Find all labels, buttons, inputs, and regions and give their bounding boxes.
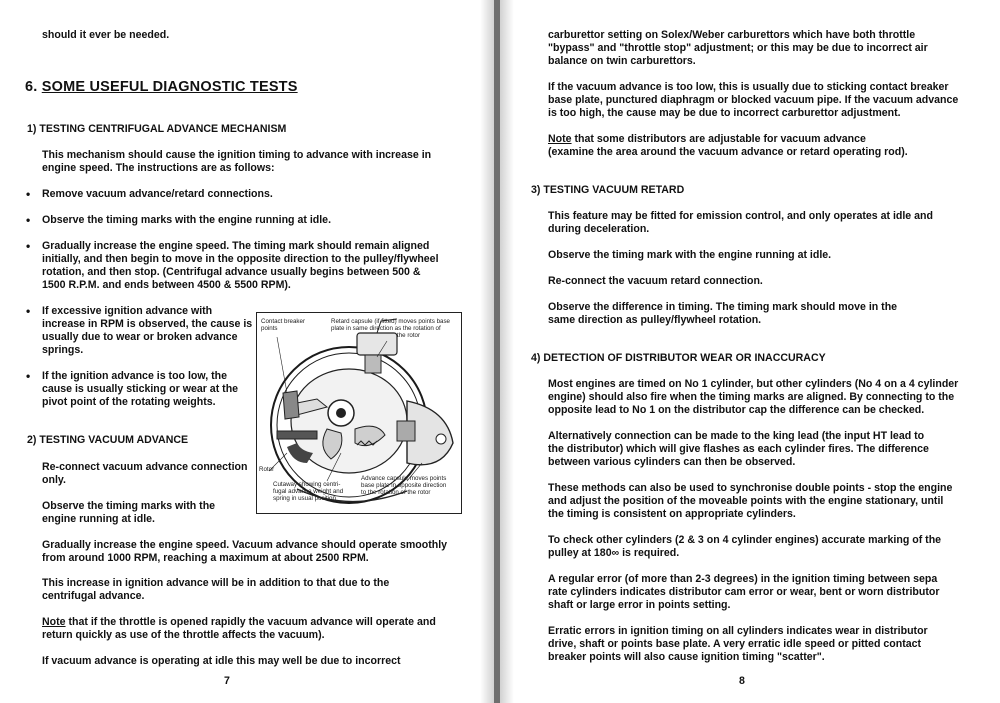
page-number: 8 <box>739 675 745 687</box>
section4-paragraph: Alternatively connection can be made to the king lead (the input HT lead to the distributor) which will give flashes as each cylinder fires. The difference between various cylinders can then be observed. <box>548 430 929 468</box>
left-page <box>0 0 494 703</box>
section2-paragraph: If vacuum advance is operating at idle this may well be due to incorrect <box>42 655 401 667</box>
section2-note-paragraph: Note that if the throttle is opened rapidly the vacuum advance will operate and return quickly as use of the throttle affects the vacuum). <box>42 616 436 641</box>
note-word: Note <box>548 133 572 145</box>
section3-paragraph: Observe the timing mark with the engine running at idle. <box>548 249 832 261</box>
section3-title: 3) TESTING VACUUM RETARD <box>531 184 685 196</box>
section2-paragraph: This increase in ignition advance will be in addition to that due to the centrifugal advance. <box>42 577 390 602</box>
section2-title: 2) TESTING VACUUM ADVANCE <box>27 434 189 446</box>
section4-paragraph: Erratic errors in ignition timing on all cylinders indicates wear in distributor drive, shaft or points base plate. A very erratic idle speed or pitted contact breaker points will also cause ignition timing "scatter". <box>548 625 928 663</box>
right-page <box>500 0 1000 703</box>
section4-paragraph: These methods can also be used to synchronise double points - stop the engine and adjust the position of the moveable points with the engine stationary, until the timing is consistent on appropriate cylinders. <box>548 482 953 520</box>
heading-text: SOME USEFUL DIAGNOSTIC TESTS <box>41 79 298 95</box>
section4-title: 4) DETECTION OF DISTRIBUTOR WEAR OR INACCURACY <box>531 352 826 364</box>
vacuum-advance-paragraph: If the vacuum advance is too low, this is usually due to sticking contact breaker base plate, punctured diaphragm or blocked vacuum pipe. If the vacuum advance is too high, the cause may be due to incorrect carburettor adjustment. <box>548 81 959 119</box>
label-contact-breaker: Contact breaker points <box>261 318 306 332</box>
label-retard-capsule: Retard capsule (if fitted) moves points base plate in same direction as the rotation of the rotor <box>331 318 450 339</box>
section1-title: 1) TESTING CENTRIFUGAL ADVANCE MECHANISM <box>27 123 287 135</box>
section3-paragraph: This feature may be fitted for emission control, and only operates at idle and during deceleration. <box>548 210 933 235</box>
section4-paragraph: Most engines are timed on No 1 cylinder, but other cylinders (No 4 on a 4 cylinder engine) should also fire when the timing marks are aligned. By connecting to the opposite lead to No 1 on the distributor cap the difference can be checked. <box>548 378 959 416</box>
section3-paragraph: Re-connect the vacuum retard connection. <box>548 275 763 287</box>
section4-paragraph: To check other cylinders (2 & 3 on 4 cylinder engines) accurate marking of the pulley at 180∞ is required. <box>548 534 942 559</box>
section2-paragraph: Observe the timing marks with the engine running at idle. <box>42 500 216 525</box>
note-paragraph: Note that some distributors are adjustable for vacuum advance (examine the area around the vacuum advance or retard operating rod). <box>548 133 908 158</box>
gutter-shadow <box>500 0 514 703</box>
bullet-dot: • <box>26 187 31 201</box>
page-number: 7 <box>224 675 230 687</box>
bullet-item: Gradually increase the engine speed. The timing mark should remain aligned initially, and then begin to move in the opposite direction to the pulley/flywheel rotation, and then stop. (Centrifugal advance usually begins between 500 & 1500 R.P.M. and ends between 4500 & 5500 RPM). <box>42 240 439 291</box>
bullet-dot: • <box>26 304 31 318</box>
bullet-dot: • <box>26 213 31 227</box>
bullet-dot: • <box>26 239 31 253</box>
heading-number: 6. <box>25 79 38 95</box>
bullet-dot: • <box>26 369 31 383</box>
distributor-figure <box>256 312 462 514</box>
label-cutaway: Cutaway showing centri- fugal advance weight and spring in usual position <box>273 481 344 502</box>
bullet-item: If the ignition advance is too low, the cause is usually sticking or wear at the pivot point of the rotating weights. <box>42 370 239 408</box>
label-rotor: Rotor <box>259 466 275 473</box>
section3-paragraph: Observe the difference in timing. The timing mark should move in the same direction as pulley/flywheel rotation. <box>548 301 898 326</box>
label-advance-capsule: Advance capsule moves points base plate in opposite direction to the rotation of the rotor <box>361 475 447 496</box>
bullet-item: Observe the timing marks with the engine running at idle. <box>42 214 332 226</box>
bullet-item: Remove vacuum advance/retard connections. <box>42 188 273 200</box>
bullet-item: If excessive ignition advance with increase in RPM is observed, the cause is usually due to wear or broken advance springs. <box>42 305 253 356</box>
section2-paragraph: Gradually increase the engine speed. Vacuum advance should operate smoothly from around 1000 RPM, reaching a maximum at about 2500 RPM. <box>42 539 448 564</box>
continued-paragraph: carburettor setting on Solex/Weber carburettors which have both throttle "bypass" and "throttle stop" adjustment; or this may be due to incorrect air balance on twin carburettors. <box>548 29 928 67</box>
section4-paragraph: A regular error (of more than 2-3 degrees) in the ignition timing between sepa rate cylinders indicates distributor cam error or wear, bent or worn distributor shaft or large error in points setting. <box>548 573 940 611</box>
top-fragment: should it ever be needed. <box>42 29 170 41</box>
section2-paragraph: Re-connect vacuum advance connection only. <box>42 461 248 486</box>
section1-intro: This mechanism should cause the ignition timing to advance with increase in engine speed. The instructions are as follows: <box>42 149 432 174</box>
gutter-shadow <box>480 0 494 703</box>
note-word: Note <box>42 616 66 628</box>
section-heading <box>25 79 298 95</box>
